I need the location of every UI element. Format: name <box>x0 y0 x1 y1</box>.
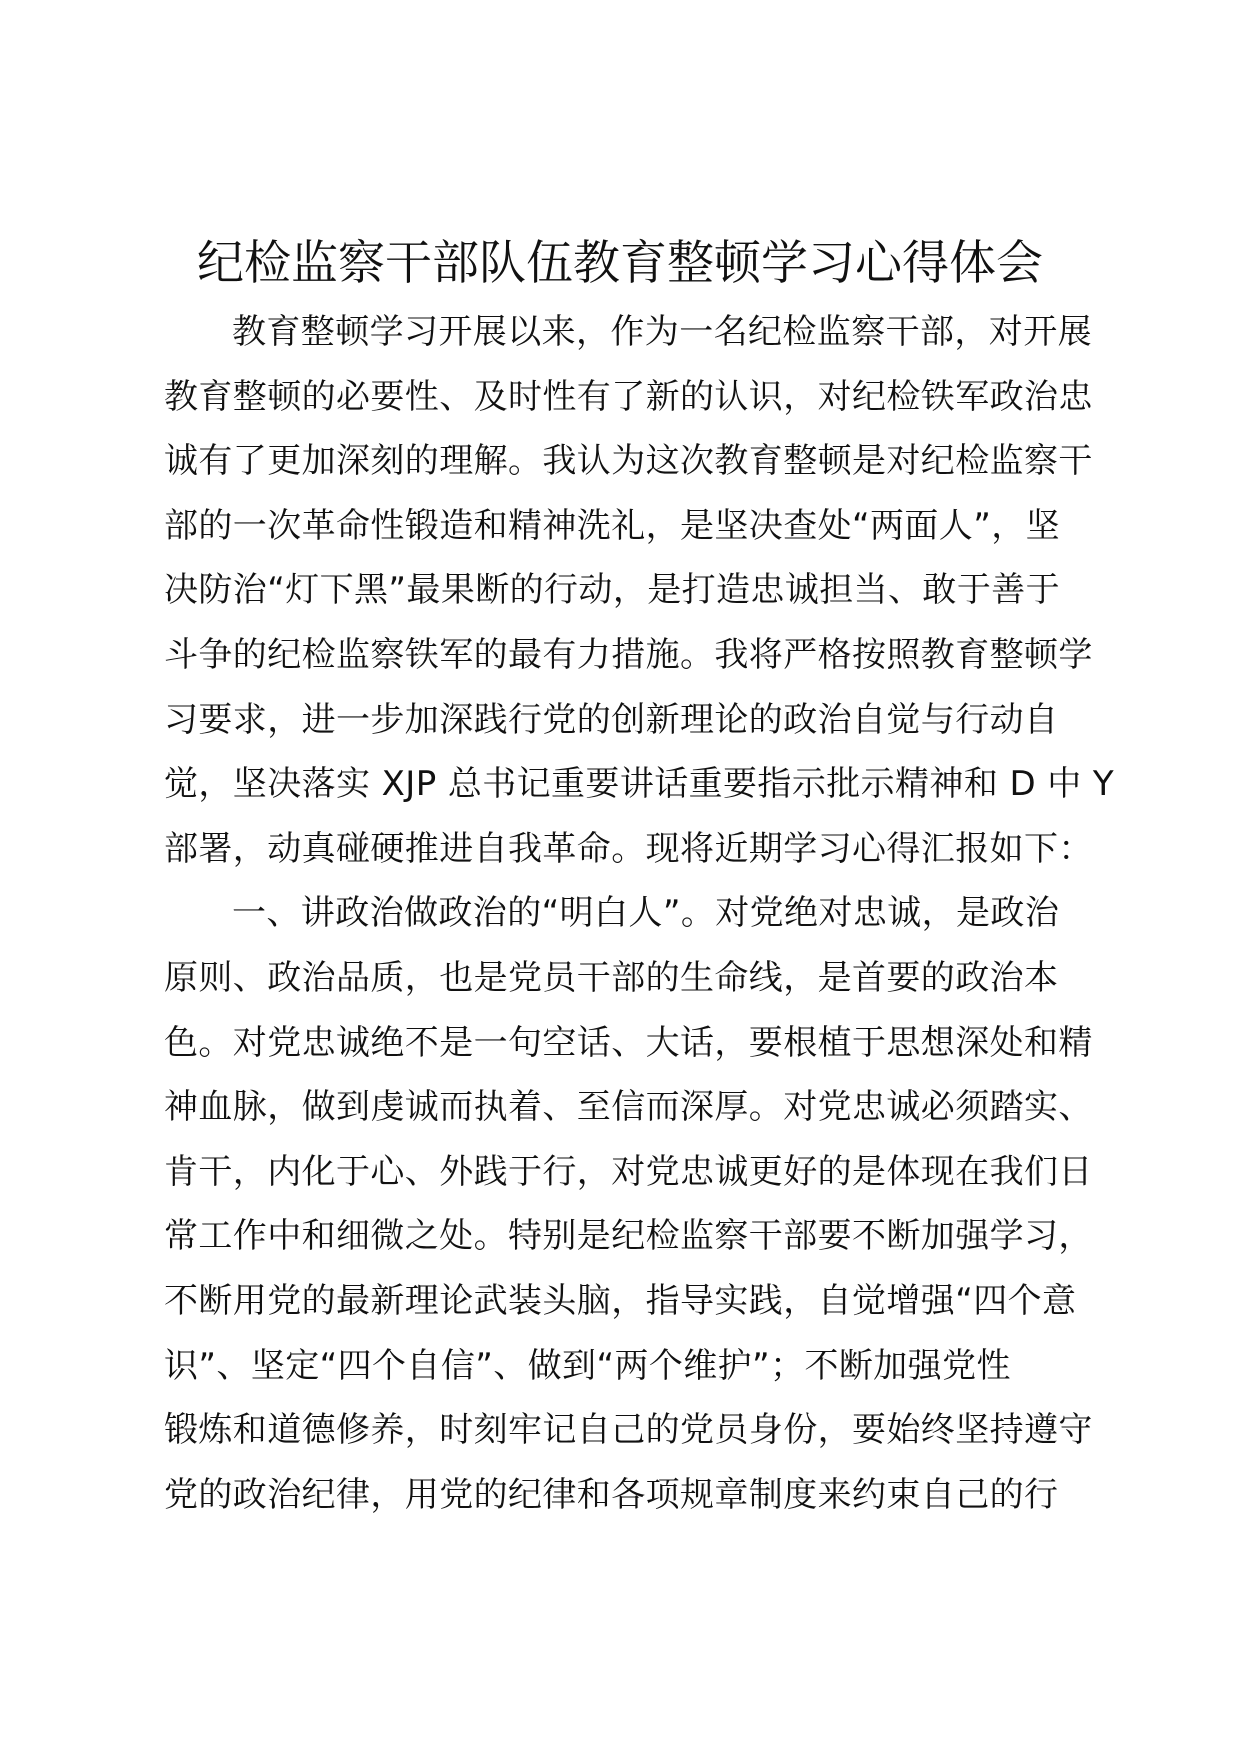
text-line: 觉，坚决落实 XJP 总书记重要讲话重要指示批示精神和 D 中 Y <box>164 764 1115 805</box>
text-line: 常工作中和细微之处。特别是纪检监察干部要不断加强学习， <box>164 1216 1093 1257</box>
document-body <box>164 300 1115 1527</box>
text-line: 锻炼和道德修养，时刻牢记自己的党员身份，要始终坚持遵守 <box>164 1410 1093 1451</box>
text-line: 部署，动真碰硬推进自我革命。现将近期学习心得汇报如下： <box>164 828 1093 869</box>
text-line: 部的一次革命性锻造和精神洗礼，是坚决查处“两面人”，坚 <box>164 505 1061 546</box>
text-line: 诚有了更加深刻的理解。我认为这次教育整顿是对纪检监察干 <box>164 441 1093 482</box>
text-line: 色。对党忠诚绝不是一句空话、大话，要根植于思想深处和精 <box>164 1022 1093 1063</box>
text-line: 教育整顿学习开展以来，作为一名纪检监察干部，对开展 <box>232 312 1092 352</box>
text-line: 肯干，内化于心、外践于行，对党忠诚更好的是体现在我们日 <box>164 1151 1093 1192</box>
text-line: 原则、政治品质，也是党员干部的生命线，是首要的政治本 <box>164 957 1059 998</box>
text-line: 决防治“灯下黑”最果断的行动，是打造忠诚担当、敢于善于 <box>164 570 1061 611</box>
text-line: 党的政治纪律，用党的纪律和各项规章制度来约束自己的行 <box>164 1474 1059 1515</box>
text-line: 斗争的纪检监察铁军的最有力措施。我将严格按照教育整顿学 <box>164 634 1093 675</box>
text-line: 神血脉，做到虔诚而执着、至信而深厚。对党忠诚必须踏实、 <box>164 1087 1093 1128</box>
text-line: 教育整顿的必要性、及时性有了新的认识，对纪检铁军政治忠 <box>164 376 1093 417</box>
text-line: 识”、坚定“四个自信”、做到“两个维护”；不断加强党性 <box>164 1345 1011 1386</box>
text-line: 习要求，进一步加深践行党的创新理论的政治自觉与行动自 <box>164 699 1059 740</box>
text-line: 不断用党的最新理论武装头脑，指导实践，自觉增强“四个意 <box>164 1280 1077 1321</box>
text-line: 一、讲政治做政治的“明白人”。对党绝对忠诚，是政治 <box>232 893 1060 934</box>
document-title: 纪检监察干部队伍教育整顿学习心得体会 <box>197 236 1043 291</box>
